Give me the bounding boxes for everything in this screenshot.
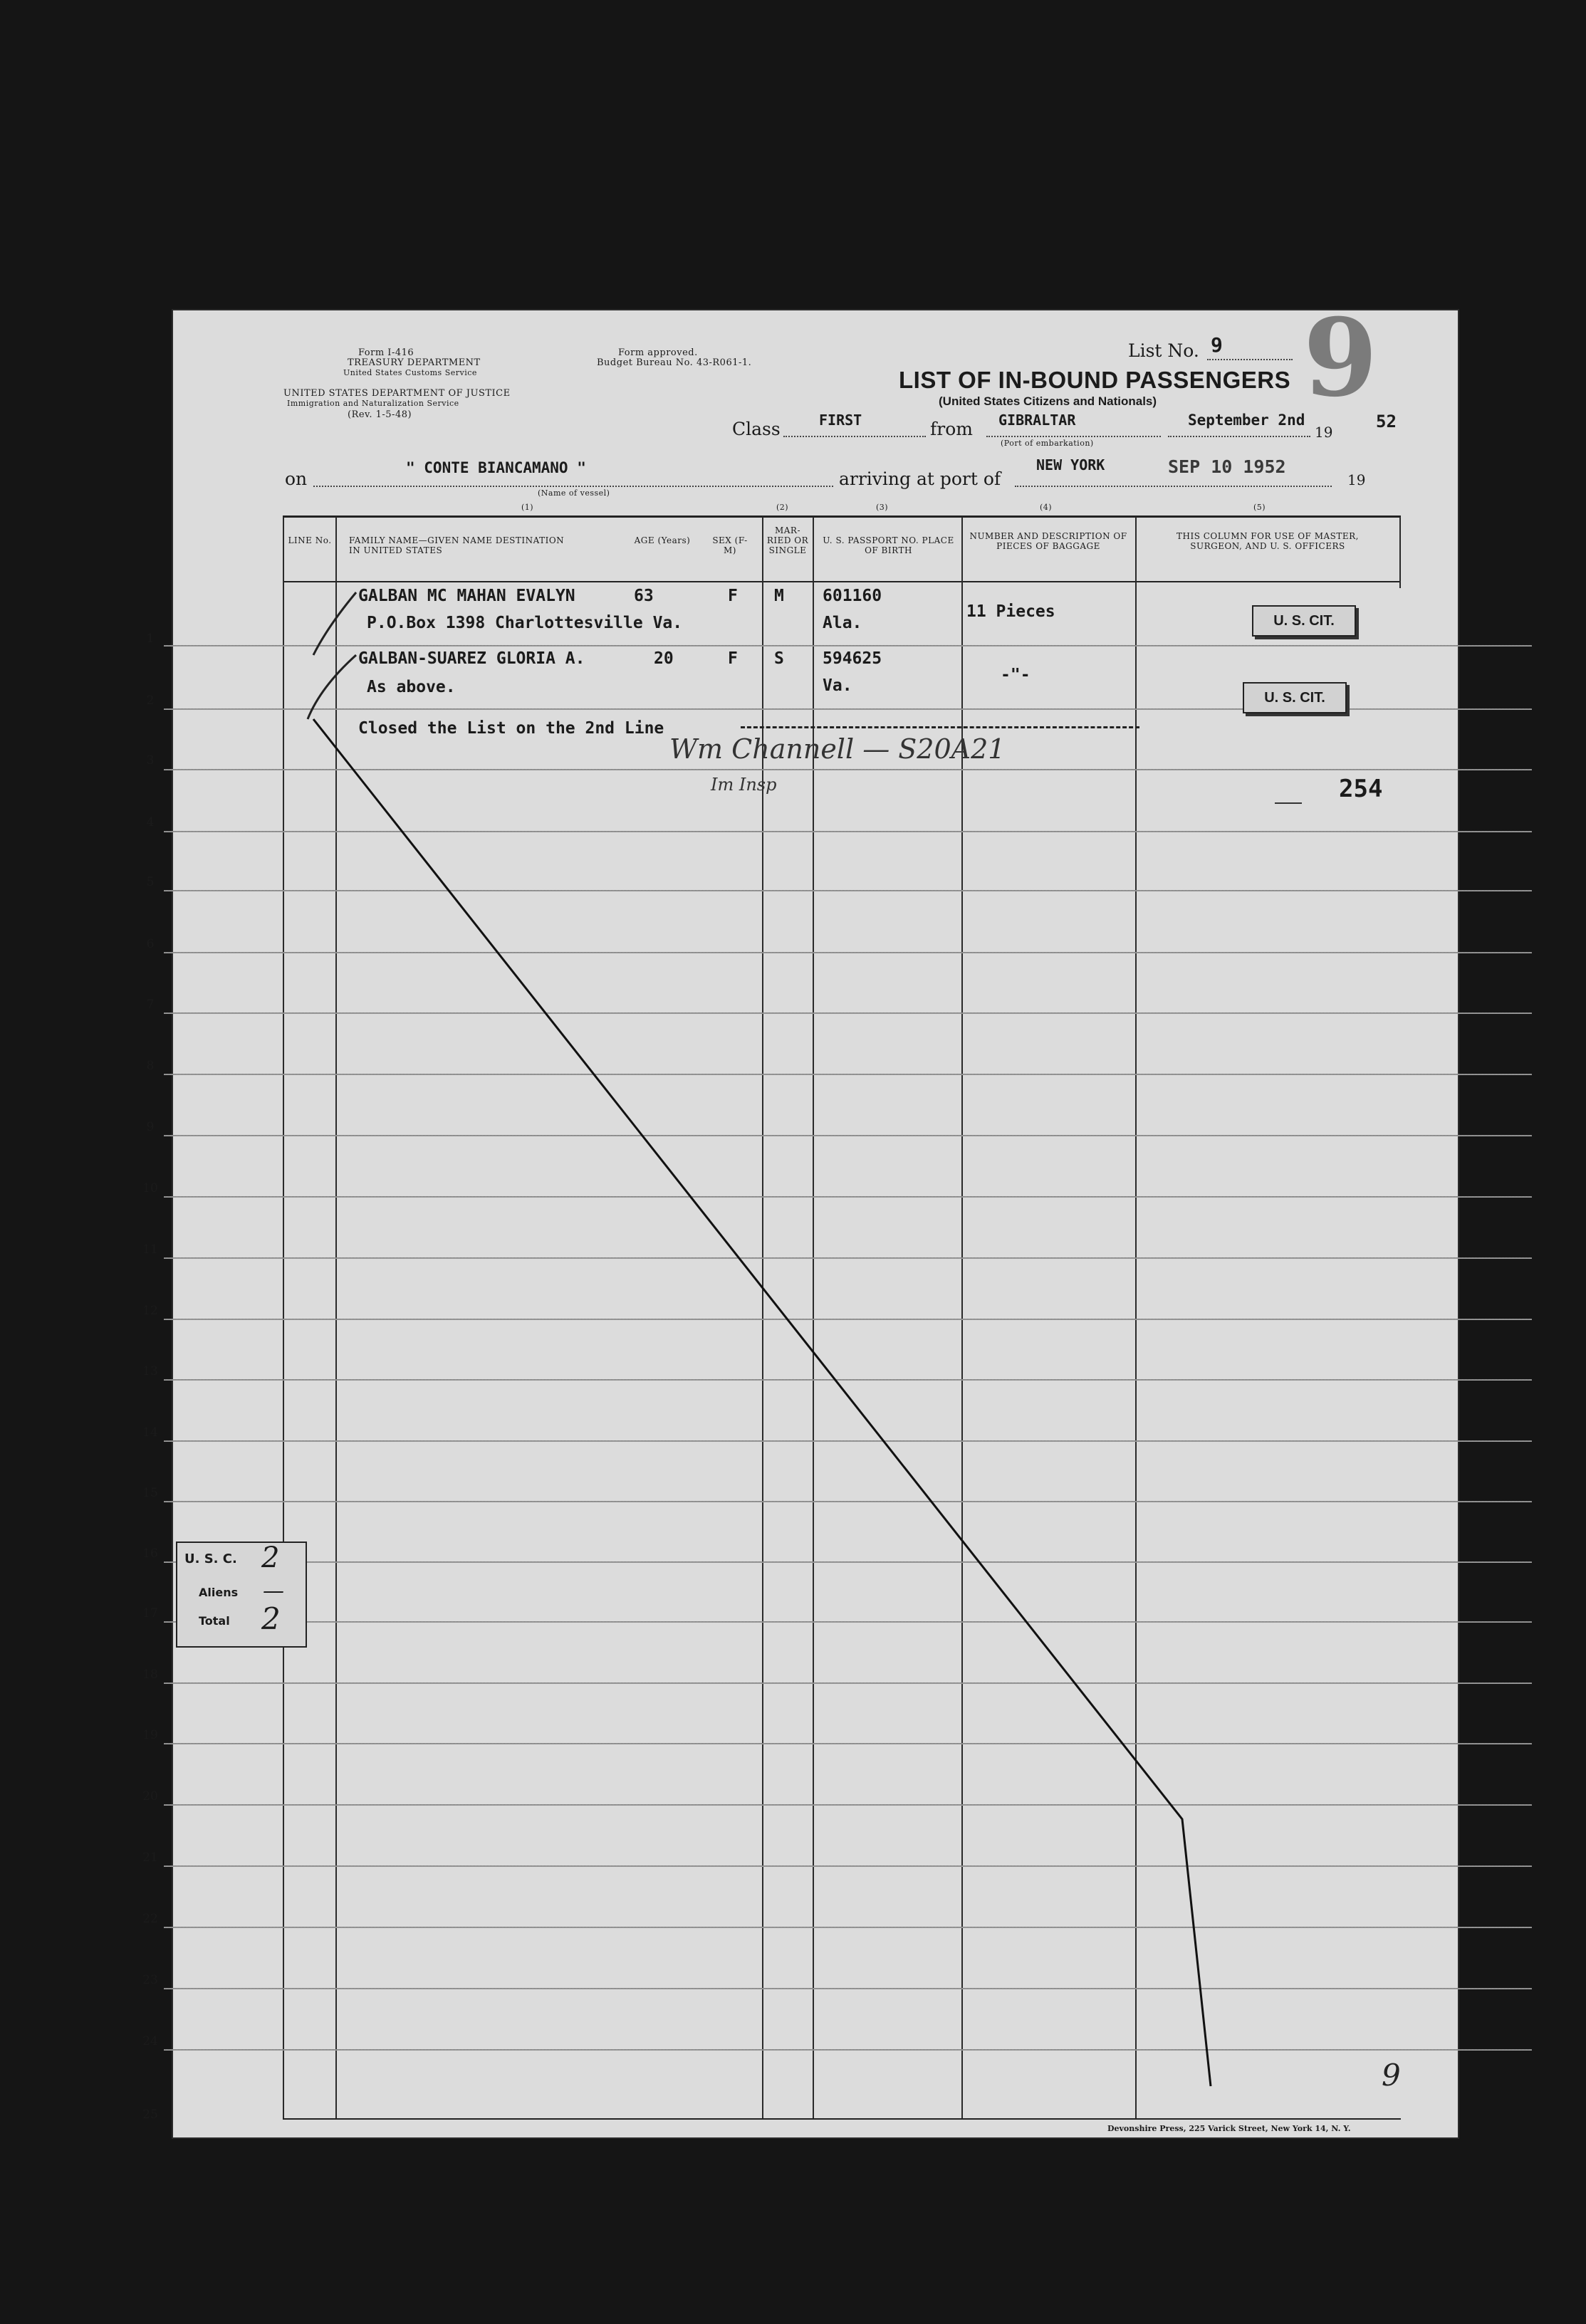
passenger-2-marital: S (774, 649, 784, 668)
form-approval: Form approved. (618, 347, 698, 358)
page-mark: 9 (1382, 2058, 1401, 2093)
closing-dash (741, 726, 1139, 728)
dept1: TREASURY DEPARTMENT (348, 357, 481, 368)
arrival-year-prefix: 19 (1347, 471, 1366, 488)
printer-imprint: Devonshire Press, 225 Varick Street, New York 14, N. Y. (1107, 2124, 1351, 2133)
passenger-1-destination: P.O.Box 1398 Charlottesville Va. (367, 614, 683, 632)
list-no-label: List No. (1128, 340, 1199, 361)
passenger-1-sex: F (728, 587, 738, 605)
inspector-signature: Wm Channell — S20A21 (669, 733, 1006, 765)
line-number: 15 (142, 1486, 158, 1500)
vessel-name: " CONTE BIANCAMANO " (406, 459, 586, 476)
line-number: 21 (142, 1851, 158, 1865)
col-num-4: (4) (1040, 503, 1053, 512)
line-number: 18 (142, 1668, 158, 1682)
line-number: 20 (142, 1789, 158, 1804)
col-age: AGE (Years) (634, 535, 691, 545)
line-number: 1 (146, 632, 155, 646)
arriving-label: arriving at port of (839, 469, 1001, 489)
line-number: 22 (142, 1912, 158, 1926)
passenger-1-birthplace: Ala. (823, 614, 862, 632)
passenger-2-baggage: -"- (1001, 666, 1031, 684)
sheet-count: 254 (1339, 775, 1383, 803)
line-number: 23 (142, 1973, 158, 1987)
manifest-sheet (173, 310, 1458, 2137)
passenger-1-marital: M (774, 587, 784, 605)
closing-text: Closed the List on the 2nd Line (358, 719, 664, 738)
passenger-1-baggage: 11 Pieces (966, 602, 1055, 621)
dept2: UNITED STATES DEPARTMENT OF JUSTICE (283, 388, 511, 399)
line-number: 9 (146, 1120, 155, 1134)
year-value: 52 (1376, 412, 1397, 431)
line-number: 25 (142, 2108, 158, 2122)
col-line-no: LINE No. (288, 535, 332, 545)
inspector-title: Im Insp (711, 775, 777, 795)
budget-bureau: Budget Bureau No. 43-R061-1. (597, 357, 752, 368)
line-number: 7 (146, 998, 155, 1012)
table-header-rule (283, 581, 1401, 582)
col-num-5: (5) (1253, 503, 1266, 512)
line-number: 13 (142, 1364, 158, 1378)
year-prefix: 19 (1315, 424, 1333, 441)
line-number: 10 (142, 1181, 158, 1195)
us-cit-stamp: U. S. CIT. (1252, 605, 1356, 637)
dept1-sub: United States Customs Service (343, 368, 477, 377)
col-name: FAMILY NAME—GIVEN NAME DESTINATION IN UNITED STATES (349, 535, 565, 555)
line-number: 5 (146, 875, 155, 889)
line-number: 14 (142, 1425, 158, 1440)
line-number: 8 (146, 1059, 155, 1073)
arrival-date-stamp: SEP 10 1952 (1168, 456, 1286, 477)
passenger-2-name: GALBAN-SUAREZ GLORIA A. (358, 649, 585, 668)
line-number: 3 (146, 753, 155, 768)
tally-aliens-label: Aliens (199, 1586, 239, 1599)
from-label: from (930, 419, 973, 439)
tally-usc-value: 2 (261, 1542, 280, 1574)
from-value: GIBRALTAR (998, 412, 1076, 429)
list-no: 9 (1211, 333, 1223, 357)
on-label: on (285, 469, 308, 489)
col-num-3: (3) (876, 503, 889, 512)
line-number: 17 (142, 1606, 158, 1621)
line-number: 4 (146, 815, 155, 829)
passenger-2-birthplace: Va. (823, 676, 852, 695)
arrival-port: NEW YORK (1036, 456, 1105, 473)
col-num-2: (2) (776, 503, 789, 512)
big-list-number: 9 (1303, 295, 1378, 421)
vessel-caption: (Name of vessel) (538, 488, 610, 498)
table-top-rule (283, 515, 1401, 518)
line-number: 11 (142, 1242, 158, 1257)
col-passport: U. S. PASSPORT NO. PLACE OF BIRTH (823, 535, 954, 555)
date-value: September 2nd (1188, 412, 1305, 429)
tally-total-value: 2 (261, 1601, 281, 1636)
class-label: Class (732, 419, 781, 439)
passenger-1-name: GALBAN MC MAHAN EVALYN (358, 587, 575, 605)
col-baggage: NUMBER AND DESCRIPTION OF PIECES OF BAGGAGE (969, 531, 1127, 551)
revision: (Rev. 1-5-48) (348, 409, 412, 420)
passenger-1-age: 63 (634, 587, 654, 605)
col-officers: THIS COLUMN FOR USE OF MASTER, SURGEON, AND U. S. OFFICERS (1177, 531, 1359, 551)
col-married: MAR- RIED OR SINGLE (766, 525, 809, 555)
tally-box (176, 1542, 307, 1648)
line-number: 2 (146, 693, 155, 708)
line-number: 6 (146, 937, 155, 951)
form-number: Form I-416 (358, 347, 414, 358)
col-sex: SEX (F-M) (712, 535, 748, 555)
tally-total-label: Total (199, 1614, 230, 1628)
dash-mark (1275, 802, 1302, 804)
us-cit-stamp: U. S. CIT. (1243, 682, 1347, 713)
passenger-1-passport: 601160 (823, 587, 882, 605)
tally-aliens-value: — (263, 1579, 284, 1603)
port-embark-caption: (Port of embarkation) (1001, 439, 1094, 448)
line-number: 16 (142, 1546, 158, 1561)
passenger-2-age: 20 (654, 649, 674, 668)
line-number: 19 (142, 1728, 158, 1742)
line-number: 24 (142, 2034, 158, 2048)
dept2-sub: Immigration and Naturalization Service (287, 399, 459, 408)
col-num-1: (1) (521, 503, 534, 512)
passenger-2-sex: F (728, 649, 738, 668)
line-number: 12 (142, 1304, 158, 1318)
passenger-2-destination: As above. (367, 678, 456, 696)
form-subtitle: (United States Citizens and Nationals) (939, 394, 1157, 408)
passenger-2-passport: 594625 (823, 649, 882, 668)
tally-usc-label: U. S. C. (184, 1551, 237, 1566)
class-value: FIRST (819, 412, 862, 429)
form-title: LIST OF IN-BOUND PASSENGERS (899, 367, 1291, 393)
